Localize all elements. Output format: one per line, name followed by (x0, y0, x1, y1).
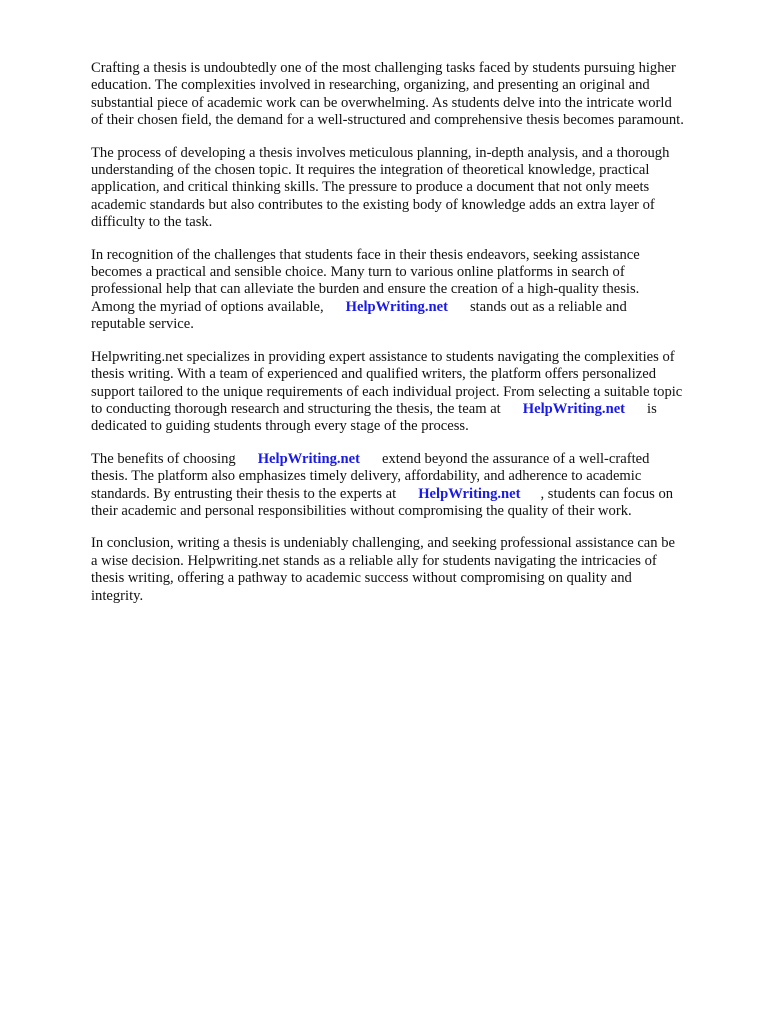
text-fragment: to conducting thorough research and structuring the thesis, the team at (91, 400, 501, 417)
document-page (91, 60, 731, 620)
text-fragment: stands out as a reliable and (469, 298, 627, 315)
text-line: In conclusion, writing a thesis is undeniably challenging, and seeking professional assistance can be (91, 535, 676, 552)
text-line: substantial piece of academic work can be overwhelming. As students delve into the intricate world (91, 94, 672, 111)
text-line: reputable service. (91, 316, 194, 333)
text-line: their academic and personal responsibilities without compromising the quality of their work. (91, 502, 632, 519)
text-fragment: is (647, 400, 657, 417)
text-line (91, 451, 731, 468)
text-line: Crafting a thesis is undoubtedly one of the most challenging tasks faced by students pursuing higher (91, 60, 676, 76)
text-line (91, 486, 731, 503)
text-line: support tailored to the unique requirements of each individual project. From selecting a suitable topic (91, 383, 683, 400)
text-fragment: The benefits of choosing (91, 450, 236, 467)
text-line: integrity. (91, 587, 144, 604)
paragraph-conclusion (91, 535, 731, 605)
text-line: difficulty to the task. (91, 214, 213, 231)
text-line: thesis writing. With a team of experienced and qualified writers, the platform offers personalized (91, 366, 657, 383)
text-fragment: standards. By entrusting their thesis to the experts at (91, 485, 397, 502)
text-line: education. The complexities involved in researching, organizing, and presenting an original and (91, 77, 650, 94)
text-line (91, 299, 731, 316)
text-line: The process of developing a thesis involves meticulous planning, in-depth analysis, and a thorough (91, 144, 670, 161)
helpwriting-link[interactable]: HelpWriting.net (522, 400, 626, 417)
paragraph-recognition (91, 247, 731, 334)
text-line: Helpwriting.net specializes in providing expert assistance to students navigating the complexities of (91, 348, 675, 365)
text-fragment: Among the myriad of options available, (91, 298, 324, 315)
text-line: academic standards but also contributes to the existing body of knowledge adds an extra layer of (91, 196, 655, 213)
text-line: a wise decision. Helpwriting.net stands as a reliable ally for students navigating the intricacies of (91, 552, 657, 569)
paragraph-specializes (91, 349, 731, 436)
text-line (91, 401, 731, 418)
helpwriting-link[interactable]: HelpWriting.net (345, 298, 448, 315)
text-line: thesis writing, offering a pathway to academic success without compromising on quality and (91, 570, 632, 587)
paragraph-benefits (91, 451, 731, 521)
text-fragment: , students can focus on (540, 485, 674, 502)
text-line: dedicated to guiding students through every stage of the process. (91, 418, 469, 435)
text-line: of their chosen field, the demand for a well-structured and comprehensive thesis becomes paramount. (91, 112, 684, 129)
text-line: understanding of the chosen topic. It requires the integration of theoretical knowledge, practical (91, 162, 650, 179)
text-line: becomes a practical and sensible choice. Many turn to various online platforms in search of (91, 264, 625, 281)
helpwriting-link[interactable]: HelpWriting.net (257, 450, 360, 467)
paragraph-intro (91, 60, 731, 130)
text-line: application, and critical thinking skills. The pressure to produce a document that not only meets (91, 179, 650, 196)
text-line: In recognition of the challenges that students face in their thesis endeavors, seeking assistance (91, 246, 640, 263)
paragraph-process (91, 145, 731, 232)
text-line: thesis. The platform also emphasizes timely delivery, affordability, and adherence to academic (91, 468, 642, 485)
helpwriting-link[interactable]: HelpWriting.net (418, 485, 521, 502)
text-fragment: extend beyond the assurance of a well-crafted (381, 450, 650, 467)
text-line: professional help that can alleviate the burden and ensure the creation of a high-quality thesis. (91, 281, 640, 298)
